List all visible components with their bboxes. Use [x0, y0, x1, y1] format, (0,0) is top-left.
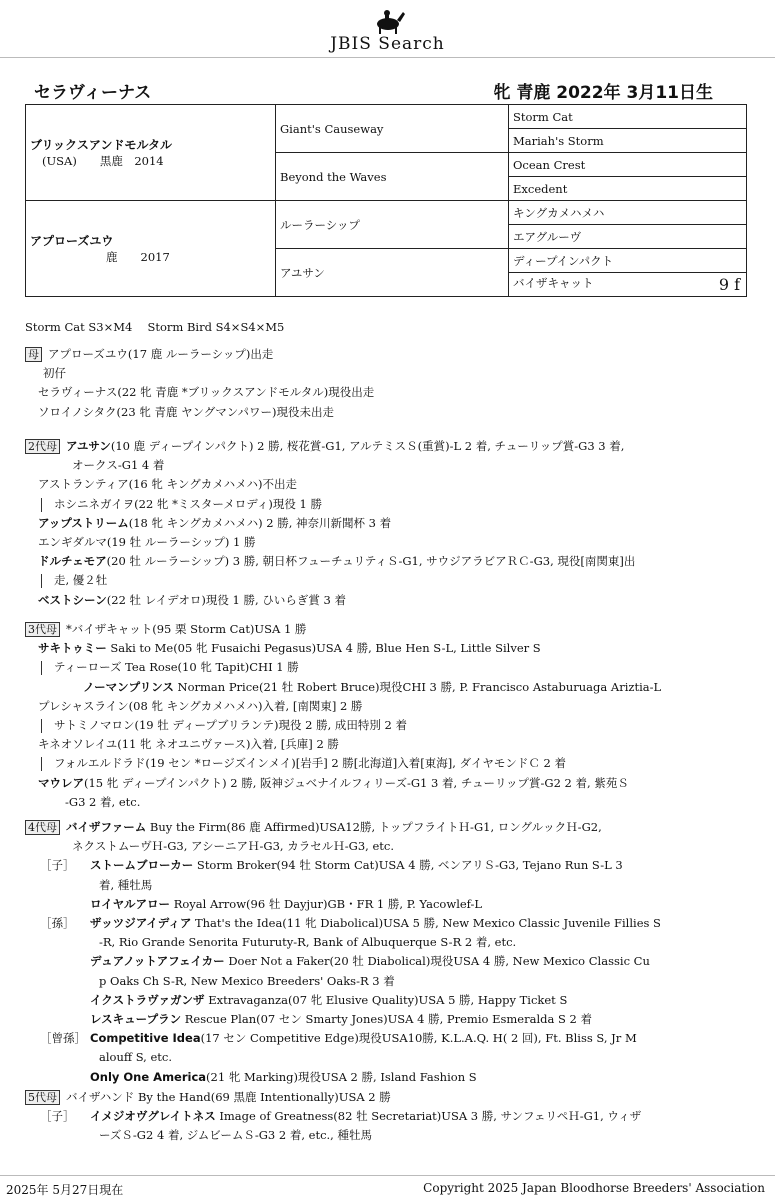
list-item: 初仔: [43, 366, 66, 381]
section-label: 2代母: [25, 439, 60, 454]
list-item: サキトゥミー Saki to Me(05 牝 Fusaichi Pegasus)USA 4 勝, Blue Hen S-L, Little Silver S: [38, 641, 541, 656]
list-item-cont: 着, 種牡馬: [99, 877, 153, 892]
dam-cell: [26, 201, 276, 297]
dam-section: [25, 345, 745, 422]
sire-cell: [26, 105, 276, 201]
sire-sire-sire[interactable]: Storm Cat: [509, 105, 747, 129]
dam-dam-sire[interactable]: ディープインパクト: [509, 249, 747, 273]
section-label: 4代母: [25, 820, 60, 835]
dam-sire[interactable]: ルーラーシップ: [276, 201, 509, 249]
dam-dam-dam-name[interactable]: バイザキャット: [513, 276, 594, 290]
dam-sire-sire[interactable]: キングカメハメハ: [509, 201, 747, 225]
list-item: レスキュープラン Rescue Plan(07 セン Smarty Jones)USA 4 勝, Premio Esmeralda S 2 着: [90, 1012, 593, 1027]
sire-detail: (USA) 黒鹿 2014: [42, 154, 164, 168]
jbis-logo[interactable]: [0, 8, 775, 54]
list-item: ［曾孫］ Competitive Idea(17 セン Competitive Edge)現役USA10勝, K.L.A.Q. H( 2 回), Ft. Bliss S, Jr M: [40, 1031, 637, 1046]
dam-head: アプローズユウ(17 鹿 ルーラーシップ)出走: [48, 347, 274, 361]
list-item: セラヴィーナス(22 牝 青鹿 *ブリックスアンドモルタル)現役出走: [38, 385, 375, 400]
dam-sire-dam[interactable]: エアグルーヴ: [509, 225, 747, 249]
list-item: デュアノットアフェイカー Doer Not a Faker(20 牡 Diabolical)現役USA 4 勝, New Mexico Classic Cu: [90, 954, 650, 969]
logo-text: JBIS Search: [330, 34, 445, 54]
section-label: 母: [25, 347, 42, 362]
list-item-cont: -G3 2 着, etc.: [65, 794, 141, 809]
list-item: ［孫］ ザッツジアイディア That's the Idea(11 牝 Diabolical)USA 5 勝, New Mexico Classic Juvenile Fillies S: [40, 916, 661, 931]
sire-dam-sire[interactable]: Ocean Crest: [509, 153, 747, 177]
dam-detail: 鹿 2017: [106, 250, 170, 264]
list-item-cont: -R, Rio Grande Senorita Futuruty-R, Bank of Albuquerque S-R 2 着, etc.: [99, 935, 517, 950]
gen4-head-cont: ネクストムーヴＨ-G3, アシーニアＨ-G3, カラセルＨ-G3, etc.: [72, 839, 394, 854]
gen3-section: [25, 620, 745, 812]
sire-dam-dam[interactable]: Excedent: [509, 177, 747, 201]
sire-sire[interactable]: Giant's Causeway: [276, 105, 509, 153]
list-item: イクストラヴァガンザ Extravaganza(07 牝 Elusive Quality)USA 5 勝, Happy Ticket S: [90, 992, 568, 1007]
list-item-cont: p Oaks Ch S-R, New Mexico Breeders' Oaks-R 3 着: [99, 973, 395, 988]
list-item: ベストシーン(22 牡 レイデオロ)現役 1 勝, ひいらぎ賞 3 着: [38, 592, 346, 607]
gen4-name[interactable]: バイザファーム: [66, 820, 147, 834]
list-item: ティーローズ Tea Rose(10 牝 Tapit)CHI 1 勝: [25, 658, 745, 677]
list-item: マウレア(15 牝 ディープインパクト) 2 勝, 阪神ジュベナイルフィリーズ-G1 3 着, チューリップ賞-G2 2 着, 紫苑Ｓ: [38, 775, 629, 790]
gen3-head: *バイザキャット(95 栗 Storm Cat)USA 1 勝: [66, 622, 307, 636]
horse-rider-icon: [368, 8, 408, 34]
gen4-head: Buy the Firm(86 鹿 Affirmed)USA12勝, トップフライトＨ-G1, ロングルックＨ-G2,: [146, 820, 602, 834]
gen2-section: [25, 437, 745, 610]
list-item: サトミノマロン(19 牡 ディープブリランテ)現役 2 勝, 成田特別 2 着: [25, 716, 745, 735]
list-item: ソロイノシタク(23 牝 青鹿 ヤングマンパワー)現役未出走: [38, 404, 334, 419]
footer-divider: [0, 1175, 775, 1176]
list-item-cont: alouff S, etc.: [99, 1050, 172, 1065]
dam-dam-dam: [509, 273, 747, 297]
gen2-head: (10 鹿 ディープインパクト) 2 勝, 桜花賞-G1, アルテミスＳ(重賞)-L 2 着, チューリップ賞-G3 3 着,: [110, 439, 625, 453]
family-number: 9 f: [718, 275, 740, 294]
list-item: ロイヤルアロー Royal Arrow(96 牡 Dayjur)GB・FR 1 勝, P. Yacowlef-L: [90, 896, 483, 911]
horse-birth-info: 牝 青鹿 2022年 3月11日生: [493, 83, 713, 103]
sire-dam[interactable]: Beyond the Waves: [276, 153, 509, 201]
dam-dam[interactable]: アユサン: [276, 249, 509, 297]
list-item: エンギダルマ(19 牡 ルーラーシップ) 1 勝: [38, 535, 256, 550]
gen4-section: [25, 818, 745, 1087]
sire-name[interactable]: ブリックスアンドモルタル: [30, 138, 172, 152]
list-item-cont: ーズＳ-G2 4 着, ジムビームＳ-G3 2 着, etc., 種牡馬: [99, 1128, 372, 1143]
section-label: 3代母: [25, 622, 60, 637]
gen5-head: バイザハンド By the Hand(69 黒鹿 Intentionally)USA 2 勝: [66, 1090, 391, 1104]
gen5-section: [25, 1088, 745, 1146]
list-item: フォルエルドラド(19 セン *ロージズインメイ)[岩手] 2 勝[北海道]入着[東海], ダイヤモンドＣ 2 着: [25, 754, 745, 773]
list-item: ノーマンプリンス Norman Price(21 牡 Robert Bruce)現役CHI 3 勝, P. Francisco Astaburuaga Ariztia-L: [83, 679, 662, 694]
list-item-cont: 走, 優２牡: [25, 571, 745, 590]
dam-name[interactable]: アプローズユウ: [30, 234, 114, 248]
gen2-head-cont: オークス-G1 4 着: [72, 458, 165, 473]
list-item: ホシニネガイヲ(22 牝 *ミスターメロディ)現役 1 勝: [25, 495, 745, 514]
gen2-name[interactable]: アユサン: [66, 439, 111, 453]
inbreeding-note: Storm Cat S3×M4 Storm Bird S4×S4×M5: [25, 320, 285, 334]
list-item: アストランティア(16 牝 キングカメハメハ)不出走: [38, 477, 297, 492]
list-item: Only One America(21 牝 Marking)現役USA 2 勝, Island Fashion S: [90, 1069, 477, 1084]
pedigree-table: [25, 104, 747, 297]
horse-name: セラヴィーナス: [34, 83, 152, 103]
list-item: キネオソレイユ(11 牝 ネオユニヴァース)入着, [兵庫] 2 勝: [38, 737, 339, 752]
list-item: ドルチェモア(20 牡 ルーラーシップ) 3 勝, 朝日杯フューチュリティＳ-G1, サウジアラビアＲＣ-G3, 現役[南関東]出: [38, 554, 636, 569]
header-divider: [0, 57, 775, 58]
sire-sire-dam[interactable]: Mariah's Storm: [509, 129, 747, 153]
list-item: ［子］ ストームブローカー Storm Broker(94 牡 Storm Cat)USA 4 勝, ベンアリＳ-G3, Tejano Run S-L 3: [40, 858, 623, 873]
list-item: プレシャスライン(08 牝 キングカメハメハ)入着, [南関東] 2 勝: [38, 698, 363, 713]
list-item: アップストリーム(18 牝 キングカメハメハ) 2 勝, 神奈川新聞杯 3 着: [38, 515, 392, 530]
footer-date: 2025年 5月27日現在: [6, 1183, 124, 1197]
section-label: 5代母: [25, 1090, 60, 1105]
list-item: ［子］ イメジオヴグレイトネス Image of Greatness(82 牡 Secretariat)USA 3 勝, サンフェリペＨ-G1, ウィザ: [40, 1109, 642, 1124]
footer-copyright: Copyright 2025 Japan Bloodhorse Breeders' Association: [423, 1181, 765, 1195]
